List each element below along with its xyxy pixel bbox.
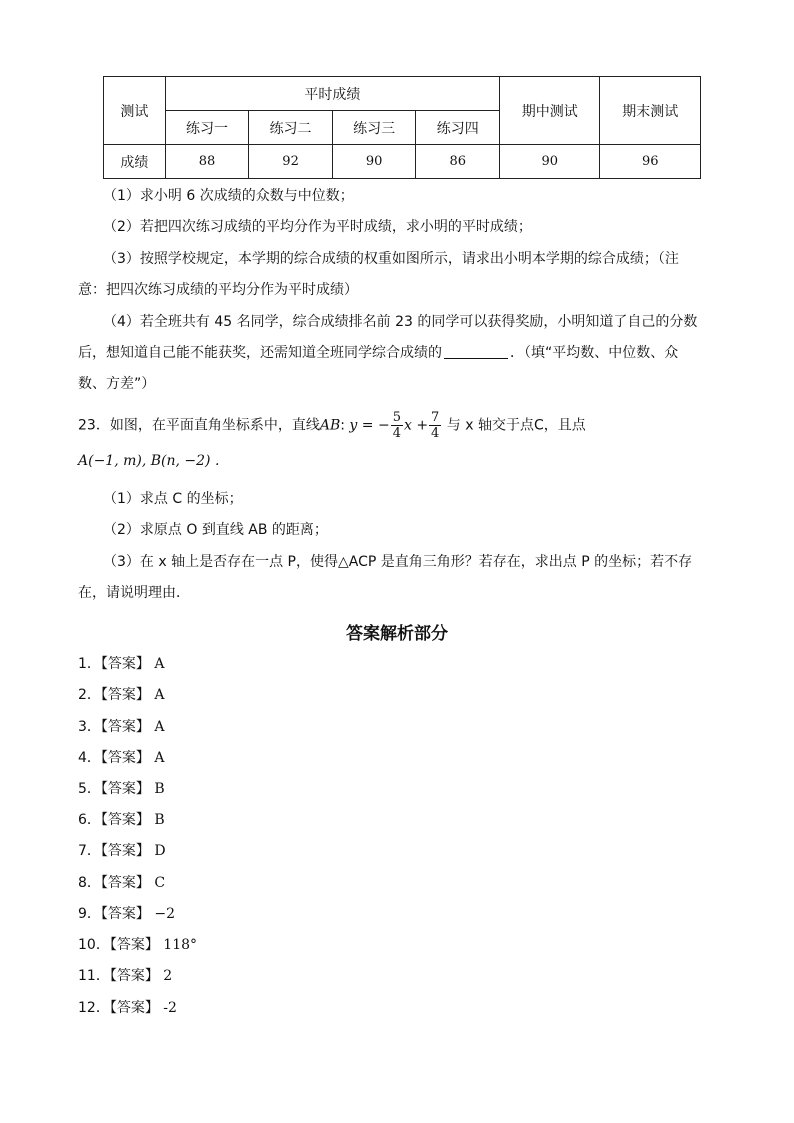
q23-intro: 23．如图，在平面直角坐标系中，直线: [78, 417, 320, 434]
q23-after-equation: 与 x 轴交于点C，且点: [446, 417, 586, 434]
answer-item: 2．【答案】 A: [78, 687, 165, 703]
answer-item: 1．【答案】 A: [78, 656, 165, 672]
header-practice-4: 练习四: [416, 111, 500, 145]
score-table: [103, 76, 701, 179]
answer-item: 5．【答案】 B: [78, 781, 165, 797]
q22-part-4-text-before: 后，想知道自己能不能获奖，还需知道全班同学综合成绩的: [78, 345, 442, 361]
equation-y: y = −: [349, 417, 390, 434]
q22-part-4-line-2: [78, 344, 678, 362]
header-final: 期末测试: [600, 77, 701, 145]
score-cell: 92: [249, 145, 333, 179]
header-midterm: 期中测试: [500, 77, 600, 145]
colon: :: [340, 417, 345, 434]
score-cell: 86: [416, 145, 500, 179]
answer-item: 8．【答案】 C: [78, 875, 166, 891]
q23-points: A(−1, m), B(n, −2) .: [78, 453, 220, 469]
score-cell: 90: [332, 145, 416, 179]
answer-item: 11．【答案】 2: [78, 968, 173, 984]
score-cell: 96: [600, 145, 701, 179]
score-cell: 88: [165, 145, 249, 179]
line-name: AB: [319, 417, 341, 434]
q22-part-3-line-1: （3）按照学校规定，本学期的综合成绩的权重如图所示，请求出小明本学期的综合成绩；（注: [103, 251, 679, 267]
q23-part-3-line-2: 在，请说明理由．: [78, 585, 190, 601]
header-practice-2: 练习二: [249, 111, 333, 145]
q22-part-4-line-3: 数、方差”）: [78, 376, 156, 392]
equation-x: x +: [403, 417, 429, 434]
header-practice-1: 练习一: [165, 111, 249, 145]
answer-item: 7．【答案】 D: [78, 843, 166, 859]
answer-item: 3．【答案】 A: [78, 719, 165, 735]
answer-item: 6．【答案】 B: [78, 812, 165, 828]
row-label-score: 成绩: [104, 145, 166, 179]
q23-part-2: （2）求原点 O 到直线 AB 的距离；: [103, 522, 328, 538]
header-practice-3: 练习三: [332, 111, 416, 145]
score-cell: 90: [500, 145, 600, 179]
q23-part-3-line-1: （3）在 x 轴上是否存在一点 P，使得△ACP 是直角三角形？若存在，求出点 P 的坐标；若不存: [103, 554, 693, 570]
answer-item: 12．【答案】 -2: [78, 1000, 177, 1016]
q22-part-3-line-2: 意：把四次练习成绩的平均分作为平时成绩）: [78, 282, 358, 298]
answer-item: 9．【答案】 −2: [78, 906, 176, 922]
answer-blank: [444, 344, 508, 359]
answers-section-title: 答案解析部分: [346, 624, 448, 644]
header-regular: 平时成绩: [165, 77, 499, 111]
q22-part-1: （1）求小明 6 次成绩的众数与中位数；: [103, 188, 354, 204]
q22-part-2: （2）若把四次练习成绩的平均分作为平时成绩，求小明的平时成绩；: [103, 219, 532, 235]
fraction-five-quarters: $\frac{5}{4}$: [392, 410, 401, 441]
answer-item: 4．【答案】 A: [78, 750, 165, 766]
fraction-seven-quarters: $\frac{7}{4}$: [431, 410, 440, 441]
answer-item: 10．【答案】 118°: [78, 937, 198, 953]
q22-part-4-line-1: （4）若全班共有 45 名同学，综合成绩排名前 23 的同学可以获得奖励，小明知道了自己的分数: [103, 314, 698, 330]
q22-part-4-text-after: ．（填“平均数、中位数、众: [510, 345, 679, 361]
q23-part-1: （1）求点 C 的坐标；: [103, 491, 243, 507]
q23-stem: [78, 410, 586, 441]
header-test: 测试: [104, 77, 166, 145]
